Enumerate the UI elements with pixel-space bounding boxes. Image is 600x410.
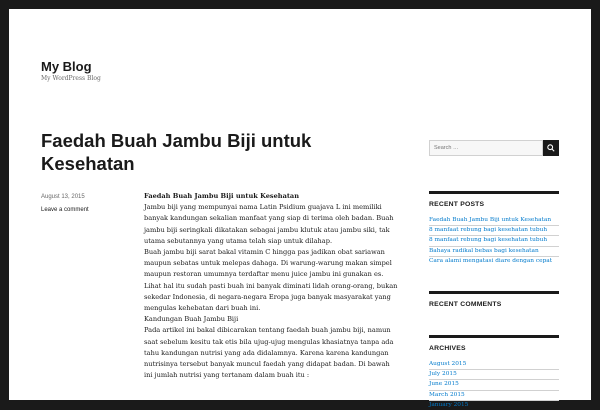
post-date-link[interactable]: August 13, 2015 [41, 194, 85, 200]
recent-posts-list [429, 216, 559, 266]
content-paragraph: Jambu biji yang mempunyai nama Latin Psidium guajava L ini memiliki banyak kandungan sekalian manfaat yang siap di terima oleh badan. Buah jambu biji seringkali dikatakan sebagai jambu klutuk atau jambu siki, tak utama sebutannya yang utama telah siap untuk dilahap. [144, 203, 394, 245]
post-meta [41, 193, 89, 219]
search-icon [547, 144, 555, 152]
post-title: Faedah Buah Jambu Biji untuk Kesehatan [41, 130, 312, 174]
widget-title: RECENT POSTS [429, 201, 485, 208]
list-item [429, 216, 559, 225]
recent-post-link[interactable]: Cara alami mengatasi diare dengan cepat [429, 257, 553, 264]
page-frame [9, 9, 591, 408]
archives-widget [429, 335, 559, 410]
archives-list [429, 360, 559, 410]
list-item [429, 400, 559, 410]
content-paragraph: Pada artikel ini bakal dibicarakan tentang faedah buah jambu biji, namun saat sebelum kesitu tak etis bila ujug-ujug mengulas khasiatnya tanpa ada tahu kandungan nutrisi yang ada didalamnya. Karena karena kandungan nutrisinya tersebut banyak muncul faedah yang didapat badan. Di bawah ini jumlah nutrisi yang tertanam dalam buah itu : [144, 326, 394, 380]
recent-comments-widget [429, 291, 559, 316]
list-item [429, 256, 559, 266]
search-widget [429, 140, 559, 156]
search-button[interactable] [543, 140, 559, 156]
list-item [429, 246, 559, 256]
list-item [429, 225, 559, 235]
list-item [429, 360, 559, 369]
list-item [429, 390, 559, 400]
recent-post-link[interactable]: 8 manfaat rebung bagi kesehatan tubuh [429, 237, 548, 244]
widget-title: RECENT COMMENTS [429, 301, 502, 308]
content-heading: Faedah Buah Jambu Biji untuk Kesehatan [144, 192, 299, 200]
site-title[interactable]: My Blog [41, 59, 92, 74]
archive-link[interactable]: July 2015 [429, 371, 457, 378]
list-item [429, 379, 559, 389]
archive-link[interactable]: August 2015 [429, 361, 467, 367]
leave-comment-link[interactable]: Leave a comment [41, 207, 89, 213]
recent-post-link[interactable]: Bahaya radikal bebas bagi kesehatan [429, 247, 539, 254]
content-paragraph: Buah jambu biji sarat bakal vitamin C hingga pas jadikan obat sariawan maupun sebatas untuk melepas dahaga. Di warung-warung makan simpel maupun restoran umumnya terdaftar menu juice jambu ini gunakan es. Lihat hal itu sudah pasti buah ini banyak diminati lidah orang-orang, bukan sekedar Indonesia, di negara-negara Eropa juga banyak masyarakat yang mengulas kehebatan dari buah ini. [144, 248, 398, 313]
site-description: My WordPress Blog [41, 75, 101, 82]
archive-link[interactable]: June 2015 [429, 381, 459, 388]
list-item [429, 369, 559, 379]
post-content [144, 191, 399, 381]
archive-link[interactable]: January 2015 [429, 401, 469, 408]
recent-post-link[interactable]: 8 manfaat rebung bagi kesehatan tubuh [429, 227, 548, 234]
list-item [429, 235, 559, 245]
recent-post-link[interactable]: Faedah Buah Jambu Biji untuk Kesehatan [429, 217, 552, 223]
widget-title: ARCHIVES [429, 345, 466, 352]
search-input[interactable] [429, 140, 543, 156]
archive-link[interactable]: March 2015 [429, 391, 465, 398]
content-subheading: Kandungan Buah Jambu Biji [144, 315, 239, 324]
recent-posts-widget [429, 191, 559, 266]
search-form [429, 140, 559, 156]
